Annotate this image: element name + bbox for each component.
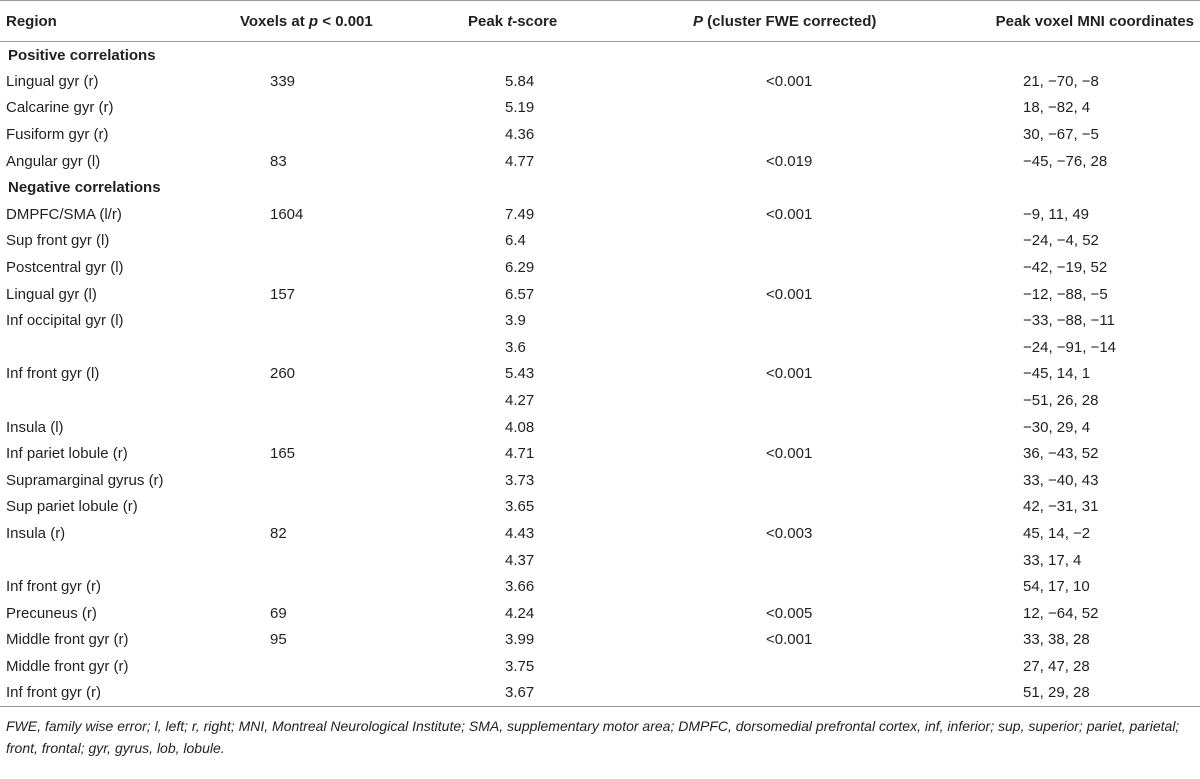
cell-peak-t: 4.71 [505, 445, 535, 463]
cell-p-value [690, 334, 940, 361]
table-row [0, 361, 1200, 388]
table-row [0, 494, 1200, 521]
cell-voxels: 339 [270, 72, 296, 90]
cell-mni: 33, 38, 28 [1023, 631, 1090, 649]
cell-voxels [240, 653, 430, 680]
cell-voxels [240, 95, 430, 122]
cell-peak-t: 3.75 [505, 657, 535, 675]
cell-voxels [240, 547, 430, 574]
cell-p-value [690, 547, 940, 574]
table-body [0, 42, 1200, 707]
cell-p-value [690, 653, 940, 680]
cell-p-value: <0.001 [766, 205, 813, 223]
table-row [0, 680, 1200, 707]
section-row [0, 174, 1200, 201]
cell-mni: −30, 29, 4 [1023, 418, 1091, 436]
table-row [0, 281, 1200, 308]
cell-p-value: <0.005 [766, 604, 813, 622]
table-row [0, 387, 1200, 414]
header-voxels-suffix: < 0.001 [318, 12, 373, 30]
cell-p-value [690, 387, 940, 414]
cell-mni: 30, −67, −5 [1023, 126, 1099, 144]
header-peak-suffix: -score [512, 12, 558, 30]
cell-p-value [690, 414, 940, 441]
cell-peak-t: 4.77 [505, 152, 535, 170]
table-row [0, 627, 1200, 654]
cell-voxels: 1604 [270, 205, 304, 223]
cell-region: Inf front gyr (r) [6, 578, 102, 596]
table-row [0, 307, 1200, 334]
table-row [0, 334, 1200, 361]
cell-region: Lingual gyr (r) [6, 72, 99, 90]
cell-peak-t: 4.36 [505, 126, 535, 144]
cell-p-value [690, 95, 940, 122]
cell-mni: −12, −88, −5 [1023, 285, 1108, 303]
cell-p-value: <0.001 [766, 631, 813, 649]
header-peak-prefix: Peak [468, 12, 508, 30]
cell-voxels [240, 387, 430, 414]
cell-mni: 51, 29, 28 [940, 680, 1200, 707]
cell-region: Calcarine gyr (r) [6, 99, 114, 117]
cell-peak-t: 6.57 [505, 285, 535, 303]
cell-region: Postcentral gyr (l) [6, 259, 124, 277]
cell-voxels: 82 [270, 524, 287, 542]
cell-peak-t: 6.4 [505, 232, 526, 250]
cell-mni: 54, 17, 10 [1023, 578, 1090, 596]
table-row [0, 68, 1200, 95]
cell-region: DMPFC/SMA (l/r) [6, 205, 122, 223]
cell-voxels [240, 414, 430, 441]
table-row [0, 520, 1200, 547]
cell-p-value [690, 307, 940, 334]
cell-mni: −45, 14, 1 [1023, 365, 1091, 383]
cell-voxels: 157 [270, 285, 296, 303]
cell-region: Inf pariet lobule (r) [6, 445, 128, 463]
cell-region: Middle front gyr (r) [6, 631, 129, 649]
cell-mni: 42, −31, 31 [1023, 498, 1099, 516]
table-row [0, 573, 1200, 600]
cell-mni: −24, −91, −14 [1023, 338, 1117, 356]
cell-region [0, 334, 240, 361]
cell-peak-t: 7.49 [505, 205, 535, 223]
cell-peak-t: 3.9 [505, 312, 526, 330]
cell-voxels: 95 [270, 631, 287, 649]
cell-voxels: 83 [270, 152, 287, 170]
cell-mni: −51, 26, 28 [1023, 392, 1099, 410]
cell-region: Inf front gyr (r) [0, 680, 240, 707]
cell-peak-t: 3.6 [505, 338, 526, 356]
section-row [0, 42, 1200, 69]
cell-mni: −33, −88, −11 [1023, 312, 1115, 330]
table-row [0, 440, 1200, 467]
cell-voxels [240, 121, 430, 148]
cell-p-value [690, 121, 940, 148]
cell-region: Fusiform gyr (r) [6, 126, 109, 144]
section-title: Positive correlations [8, 46, 156, 64]
table-row [0, 148, 1200, 175]
cell-p-value: <0.001 [766, 72, 813, 90]
cell-peak-t: 4.08 [505, 418, 535, 436]
cell-p-value: <0.019 [766, 152, 813, 170]
cell-p-value [690, 494, 940, 521]
cell-voxels [240, 494, 430, 521]
cell-voxels [240, 254, 430, 281]
header-voxels-p: p [308, 12, 319, 30]
cell-peak-t: 5.84 [505, 72, 535, 90]
cell-region: Supramarginal gyrus (r) [6, 471, 164, 489]
cell-p-value: <0.001 [766, 445, 813, 463]
cell-voxels [240, 573, 430, 600]
cell-peak-t: 6.29 [505, 259, 535, 277]
table-row [0, 254, 1200, 281]
cell-p-value: <0.001 [766, 285, 813, 303]
cell-peak-t: 5.43 [505, 365, 535, 383]
cell-region: Sup pariet lobule (r) [6, 498, 138, 516]
header-row [0, 1, 1200, 42]
cell-mni: 27, 47, 28 [1023, 657, 1090, 675]
table-header [0, 1, 1200, 42]
cell-p-value [690, 228, 940, 255]
header-p-suffix: (cluster FWE corrected) [703, 12, 877, 30]
cell-voxels [240, 467, 430, 494]
cell-region: Lingual gyr (l) [6, 285, 97, 303]
header-region: Region [0, 1, 240, 42]
cell-region: Inf occipital gyr (l) [6, 312, 124, 330]
table-row [0, 95, 1200, 122]
cell-voxels [240, 307, 430, 334]
header-voxels [240, 1, 430, 42]
table-row [0, 228, 1200, 255]
cell-mni: 36, −43, 52 [1023, 445, 1099, 463]
cell-peak-t: 3.67 [430, 680, 690, 707]
table-row [0, 201, 1200, 228]
cell-mni: 12, −64, 52 [1023, 604, 1099, 622]
cell-region: Insula (r) [6, 524, 66, 542]
cell-peak-t: 3.65 [505, 498, 535, 516]
header-voxels-prefix: Voxels at [240, 12, 309, 30]
cell-voxels [240, 334, 430, 361]
cell-region: Angular gyr (l) [6, 152, 101, 170]
cell-voxels: 69 [270, 604, 287, 622]
cell-peak-t: 4.24 [505, 604, 535, 622]
table-row [0, 121, 1200, 148]
cell-peak-t: 4.27 [505, 392, 535, 410]
table-row [0, 467, 1200, 494]
table-row [0, 414, 1200, 441]
cell-p-value [690, 467, 940, 494]
cell-voxels [240, 680, 430, 707]
cell-region [0, 387, 240, 414]
header-peak-t: t [507, 12, 513, 30]
cell-p-value: <0.003 [766, 524, 813, 542]
cell-p-value [690, 254, 940, 281]
table-row [0, 600, 1200, 627]
header-mni: Peak voxel MNI coordinates [940, 1, 1200, 42]
section-title: Negative correlations [8, 179, 161, 197]
cell-peak-t: 3.73 [505, 471, 535, 489]
cell-p-value [690, 680, 940, 707]
cell-region: Sup front gyr (l) [6, 232, 110, 250]
cell-p-value [690, 573, 940, 600]
cell-region: Precuneus (r) [6, 604, 97, 622]
header-p [690, 1, 940, 42]
cell-mni: 21, −70, −8 [1023, 72, 1099, 90]
cell-mni: −24, −4, 52 [1023, 232, 1099, 250]
table-row [0, 653, 1200, 680]
cell-voxels: 260 [270, 365, 296, 383]
cell-mni: 33, −40, 43 [1023, 471, 1099, 489]
cell-p-value: <0.001 [766, 365, 813, 383]
cell-mni: 33, 17, 4 [1023, 551, 1082, 569]
header-p-label: P [693, 12, 704, 30]
cell-peak-t: 4.43 [505, 524, 535, 542]
cell-region: Inf front gyr (l) [6, 365, 100, 383]
cell-mni: −42, −19, 52 [1023, 259, 1108, 277]
cell-peak-t: 5.19 [505, 99, 535, 117]
cell-mni: 45, 14, −2 [1023, 524, 1091, 542]
cell-region [0, 547, 240, 574]
header-peak [430, 1, 690, 42]
cell-peak-t: 3.66 [505, 578, 535, 596]
cell-voxels: 165 [270, 445, 296, 463]
cell-mni: −45, −76, 28 [1023, 152, 1108, 170]
cell-voxels [240, 228, 430, 255]
cell-peak-t: 3.99 [505, 631, 535, 649]
cell-peak-t: 4.37 [505, 551, 535, 569]
cell-mni: −9, 11, 49 [1023, 205, 1090, 223]
cell-region: Insula (l) [6, 418, 64, 436]
table-footnote: FWE, family wise error; l, left; r, right; MNI, Montreal Neurological Institute; SMA, supplementary motor area; DMPFC, dorsomedial prefrontal cortex, inf, inferior; sup, superior; pariet, parietal; front, frontal; gyr, gyrus, lob, lobule. [6, 717, 1180, 756]
cell-region: Middle front gyr (r) [6, 657, 129, 675]
cell-mni: 18, −82, 4 [1023, 99, 1091, 117]
table-row [0, 547, 1200, 574]
